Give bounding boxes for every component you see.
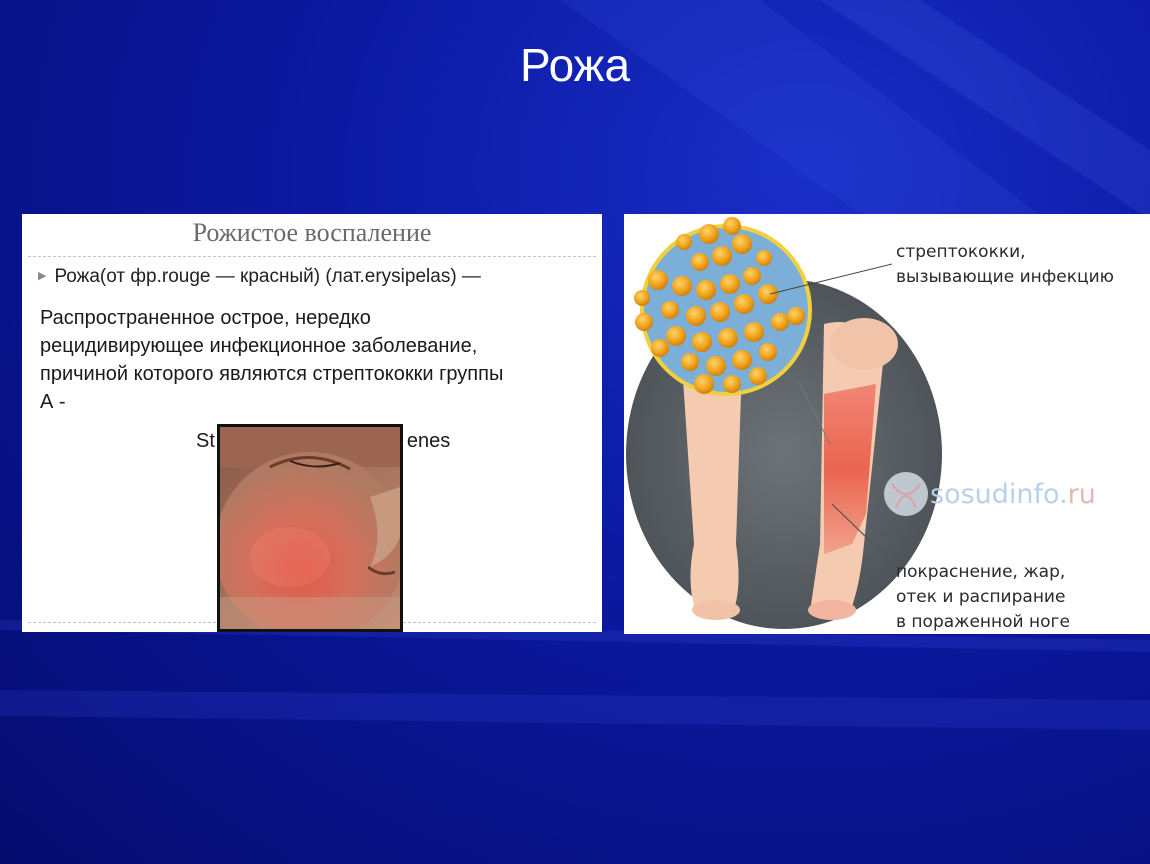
body-line: причиной которого являются стрептококки группы [40, 363, 504, 385]
label-line: отек и распирание [896, 587, 1066, 607]
label-line: вызывающие инфекцию [896, 267, 1114, 287]
watermark-main: sosudinfo. [930, 479, 1068, 510]
label-line: покраснение, жар, [896, 562, 1066, 582]
infection-illustration-panel [624, 214, 1150, 634]
species-fragment-right: enes [406, 430, 451, 452]
face-illustration [220, 427, 400, 629]
watermark-tld: ru [1067, 479, 1096, 510]
definition-bullet [38, 266, 481, 288]
streptococci-label [896, 240, 1114, 290]
species-fragment-left: St [196, 430, 215, 452]
definition-panel [22, 214, 602, 632]
body-line: А - [40, 391, 66, 413]
panel-heading: Рожистое воспаление [192, 218, 432, 247]
definition-body [40, 304, 600, 416]
slide-title: Рожа [519, 39, 631, 91]
label-line: стрептококки, [896, 242, 1026, 262]
label-line: в пораженной ноге [896, 612, 1070, 632]
heading-divider [28, 256, 596, 257]
body-line: рецидивирующее инфекционное заболевание, [40, 335, 478, 357]
symptoms-label [896, 560, 1070, 634]
face-erysipelas-photo [217, 424, 403, 632]
body-line: Распространенное острое, нередко [40, 307, 371, 329]
site-watermark [930, 479, 1096, 510]
bullet-arrow-icon: ▶ [38, 270, 47, 282]
bullet-text: Рожа(от фр.rouge — красный) (лат.erysipelas) — [54, 266, 481, 287]
